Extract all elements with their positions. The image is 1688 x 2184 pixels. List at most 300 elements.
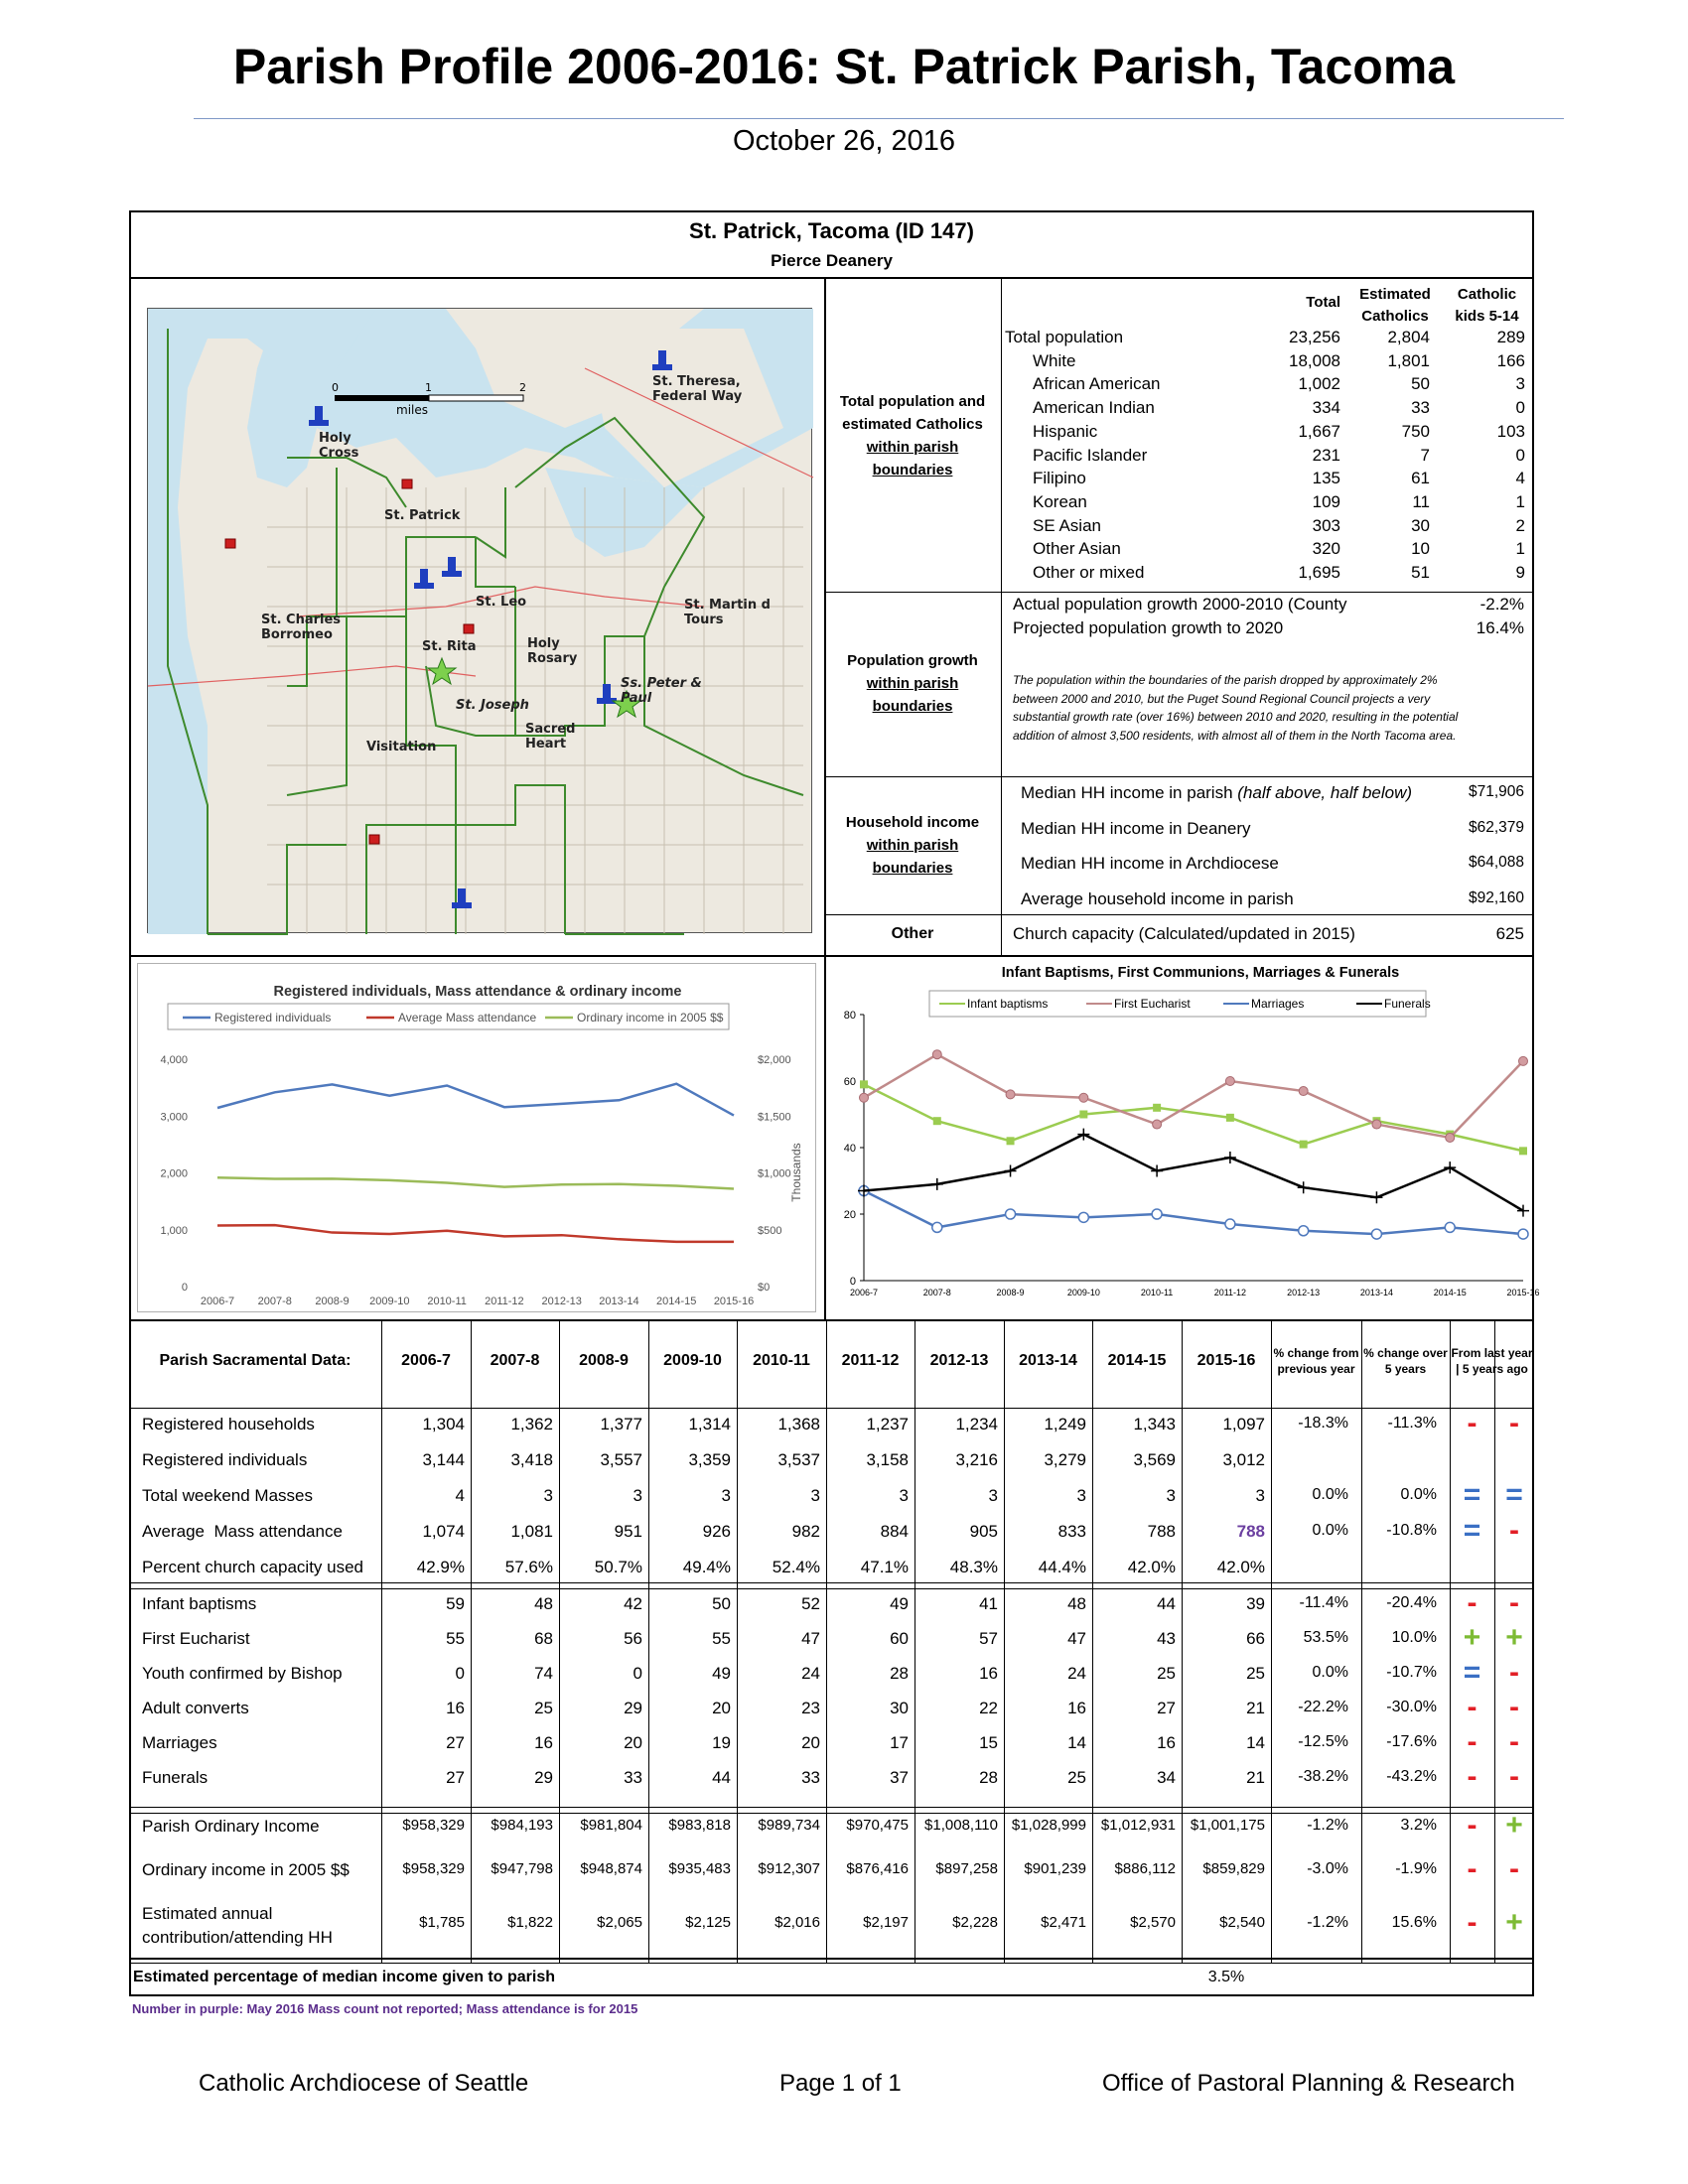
population-row-catholics: 30 [1411, 515, 1430, 535]
x-tick: 2008-9 [315, 1296, 350, 1307]
map-label-ss-peter-paul [621, 676, 702, 706]
population-row-label: Hispanic [1033, 421, 1098, 441]
table-row-label: Parish Ordinary Income [142, 1817, 320, 1836]
table-cell: 3,557 [600, 1450, 642, 1469]
legend-label: Ordinary income in 2005 $$ [577, 1011, 724, 1024]
table-cell: $912,307 [758, 1860, 820, 1877]
pct-change-5yr: -11.3% [1387, 1415, 1437, 1432]
population-row-total: 231 [1312, 445, 1340, 465]
pct-change-year: -11.4% [1299, 1594, 1348, 1611]
population-row-kids: 3 [1515, 374, 1525, 394]
trend-flat-icon: = [1463, 1656, 1481, 1689]
trend-up-icon: + [1505, 1809, 1523, 1842]
data-point [1006, 1090, 1015, 1099]
table-cell: 68 [534, 1629, 553, 1648]
median-pct-value: 3.5% [1207, 1969, 1245, 1985]
legend-label: Infant baptisms [967, 997, 1049, 1011]
population-row-catholics: 51 [1411, 563, 1430, 582]
table-cell: 1,074 [422, 1522, 465, 1541]
population-row-kids: 166 [1496, 350, 1525, 370]
rule [824, 776, 1534, 777]
trend-down-icon: - [1467, 1691, 1477, 1723]
table-cell: 42.0% [1127, 1558, 1176, 1576]
population-row-kids: 4 [1515, 469, 1525, 488]
table-cell: 66 [1246, 1629, 1265, 1648]
data-point [1152, 1209, 1162, 1219]
table-cell: 21 [1246, 1768, 1265, 1787]
parish-boundary-map [147, 308, 812, 933]
population-row-kids: 1 [1515, 491, 1525, 511]
side-label-line: within parish [866, 439, 959, 456]
x-tick: 2012-13 [1287, 1288, 1321, 1297]
population-row-label: American Indian [1033, 398, 1155, 418]
table-cell: 17 [890, 1733, 909, 1752]
income-row-label [1021, 854, 1279, 874]
side-label-line: Total population and [839, 393, 986, 410]
table-cell: 1,081 [510, 1522, 553, 1541]
x-tick: 2006-7 [849, 1288, 879, 1297]
table-cell: 33 [624, 1768, 642, 1787]
table-cell: 905 [969, 1522, 998, 1541]
trend-down-icon: - [1509, 1656, 1519, 1689]
table-cell: 44 [712, 1768, 731, 1787]
church-capacity-value: 625 [1495, 924, 1524, 943]
data-point [1299, 1226, 1309, 1236]
x-tick: 2015-16 [713, 1296, 755, 1307]
table-cell: 42.9% [416, 1558, 465, 1576]
table-cell: $983,818 [668, 1817, 731, 1834]
table-year-header: 2012-13 [929, 1352, 989, 1369]
table-cell: 1,234 [955, 1415, 998, 1433]
table-cell: 50.7% [594, 1558, 642, 1576]
rule [824, 914, 1534, 915]
table-cell: 16 [534, 1733, 553, 1752]
data-point [1006, 1209, 1016, 1219]
population-row-kids: 1 [1515, 539, 1525, 559]
table-cell: 3 [1076, 1486, 1086, 1505]
table-row-label: First Eucharist [142, 1629, 250, 1648]
table-cell: 24 [801, 1664, 820, 1683]
population-row-total: 18,008 [1289, 350, 1340, 370]
pct-change-5yr: 0.0% [1400, 1486, 1437, 1503]
table-year-header: 2013-14 [1019, 1352, 1077, 1369]
map-label-text: St. Rita [422, 639, 477, 654]
pct-header-line: % change over [1363, 1346, 1448, 1360]
table-cell: $1,001,175 [1190, 1817, 1265, 1834]
table-year-header: 2008-9 [579, 1352, 629, 1369]
table-rule [129, 1813, 1534, 1814]
table-cell: 41 [979, 1594, 998, 1613]
income-label-text: Median HH income in Archdiocese [1021, 854, 1279, 874]
x-tick: 2009-10 [1066, 1288, 1100, 1297]
data-point [858, 1185, 870, 1197]
growth-side-label [824, 649, 1001, 718]
table-cell: 19 [712, 1733, 731, 1752]
trend-down-icon: - [1509, 1760, 1519, 1793]
table-cell: 3 [1255, 1486, 1265, 1505]
trend-flat-icon: = [1505, 1478, 1523, 1511]
table-cell: 3,144 [422, 1450, 465, 1469]
table-cell: $2,228 [952, 1914, 998, 1931]
data-point [1444, 1161, 1456, 1173]
table-cell: $1,028,999 [1011, 1817, 1086, 1834]
x-tick: 2012-13 [541, 1296, 582, 1307]
population-row-total: 320 [1312, 539, 1340, 559]
data-point [1298, 1181, 1310, 1193]
pct-header-line: previous year [1277, 1362, 1355, 1376]
table-row-label: Ordinary income in 2005 $$ [142, 1860, 350, 1879]
series-line [217, 1177, 734, 1188]
growth-note-line: between 2000 and 2010, but the Puget Sound Regional Council projects a very [1013, 691, 1431, 706]
data-point [1079, 1093, 1088, 1102]
side-label-line: boundaries [872, 698, 953, 715]
table-cell: 951 [614, 1522, 642, 1541]
table-cell: 47.1% [860, 1558, 909, 1576]
table-pct-header [1271, 1345, 1361, 1377]
table-row-label: Funerals [142, 1768, 209, 1787]
table-cell: 1,237 [866, 1415, 909, 1433]
x-tick: 2009-10 [369, 1296, 410, 1307]
table-cell: $1,785 [419, 1914, 465, 1931]
table-cell: 39 [1246, 1594, 1265, 1613]
pct-change-year: -22.2% [1298, 1699, 1348, 1715]
income-row-label [1021, 889, 1294, 909]
table-cell: 49.4% [682, 1558, 731, 1576]
legend-label: Registered individuals [214, 1011, 332, 1024]
footer-organization: Catholic Archdiocese of Seattle [199, 2070, 529, 2097]
table-year-header: 2010-11 [753, 1352, 810, 1369]
school-markers [225, 479, 474, 844]
report-date: October 26, 2016 [732, 125, 956, 157]
population-row-catholics: 2,804 [1387, 328, 1430, 346]
table-cell: $2,016 [774, 1914, 820, 1931]
table-cell: 44.4% [1038, 1558, 1086, 1576]
table-cell: 25 [1157, 1664, 1176, 1683]
pct-change-5yr: -1.9% [1395, 1860, 1437, 1877]
scale-tick: 1 [425, 381, 432, 394]
table-cell: 20 [624, 1733, 642, 1752]
population-row-label: Total population [1005, 328, 1124, 346]
pct-change-year: 0.0% [1312, 1522, 1348, 1539]
series-line [864, 1084, 1523, 1151]
table-cell: 3 [633, 1486, 642, 1505]
table-rule [129, 1807, 1534, 1808]
table-cell: $989,734 [758, 1817, 820, 1834]
pct-header-line: % change from [1273, 1346, 1359, 1360]
y-tick: 0 [849, 1276, 856, 1288]
chart-title: Registered individuals, Mass attendance & ordinary income [273, 984, 682, 1000]
trend-down-icon: - [1467, 1407, 1477, 1439]
table-cell: 1,249 [1044, 1415, 1086, 1433]
map-label-holy-rosary [527, 636, 577, 666]
page-title: Parish Profile 2006-2016: St. Patrick Parish, Tacoma [232, 39, 1456, 94]
table-cell: 884 [880, 1522, 909, 1541]
data-point [932, 1050, 941, 1059]
income-row-value: $71,906 [1468, 783, 1524, 800]
table-cell: $970,475 [846, 1817, 909, 1834]
growth-note [1013, 671, 1458, 745]
table-row-label: Total weekend Masses [142, 1486, 313, 1505]
table-cell: 3 [721, 1486, 731, 1505]
y-tick: 40 [843, 1143, 856, 1155]
series-line [217, 1225, 734, 1242]
table-row-label: Percent church capacity used [142, 1558, 364, 1576]
table-cell: $2,125 [685, 1914, 731, 1931]
growth-projected-label: Projected population growth to 2020 [1013, 618, 1284, 637]
population-row-kids: 289 [1496, 328, 1525, 346]
table-cell: 44 [1157, 1594, 1176, 1613]
table-cell: $935,483 [668, 1860, 731, 1877]
table-cell: 57.6% [504, 1558, 553, 1576]
series-line [864, 1135, 1523, 1211]
income-row-value: $62,379 [1468, 818, 1524, 836]
table-year-header: 2014-15 [1107, 1352, 1167, 1369]
data-point [1153, 1104, 1161, 1112]
table-year-header: 2015-16 [1196, 1352, 1256, 1369]
map-label-text: St. Joseph [456, 698, 529, 713]
rule [1001, 277, 1002, 955]
series-line [217, 1084, 734, 1116]
data-point [1518, 1229, 1528, 1239]
population-row-kids: 2 [1515, 515, 1525, 535]
table-cell: 30 [890, 1699, 909, 1717]
table-cell: 15 [979, 1733, 998, 1752]
income-label-text: Median HH income in parish [1021, 783, 1233, 802]
footnote: Number in purple: May 2016 Mass count not reported; Mass attendance is for 2015 [132, 2001, 638, 2016]
trend-down-icon: - [1467, 1906, 1477, 1939]
table-cell: 0 [455, 1664, 465, 1683]
trend-down-icon: - [1467, 1586, 1477, 1619]
table-cell: 43 [1157, 1629, 1176, 1648]
rule [129, 277, 1534, 279]
data-point [1372, 1120, 1381, 1129]
y-left-tick: 4,000 [160, 1054, 188, 1066]
table-cell: $958,329 [402, 1817, 465, 1834]
pct-change-5yr: 15.6% [1391, 1914, 1437, 1931]
population-row-total: 135 [1312, 469, 1340, 488]
x-tick: 2013-14 [1359, 1288, 1393, 1297]
income-label-text: Average household income in parish [1021, 889, 1294, 909]
pct-header-line: | 5 years ago [1456, 1362, 1528, 1376]
table-cell: 48 [534, 1594, 553, 1613]
data-point [1079, 1111, 1087, 1119]
table-cell: 27 [446, 1768, 465, 1787]
map-label-text: Ss. Peter & Paul [621, 676, 702, 706]
table-cell: 3,279 [1044, 1450, 1086, 1469]
growth-actual-label: Actual population growth 2000-2010 (County [1013, 595, 1347, 614]
pct-change-year: 53.5% [1303, 1629, 1348, 1646]
chart-left-svg [138, 964, 817, 1313]
data-point [1371, 1229, 1381, 1239]
y-right-tick: $1,500 [758, 1111, 791, 1124]
side-label-line: boundaries [872, 860, 953, 877]
pct-change-5yr: -10.8% [1386, 1522, 1437, 1539]
population-row-label: Other or mixed [1033, 563, 1145, 582]
pct-header-line: 5 years [1384, 1362, 1427, 1376]
pct-change-5yr: -43.2% [1386, 1768, 1437, 1785]
data-point [1007, 1137, 1015, 1145]
pct-change-5yr: -30.0% [1386, 1699, 1437, 1715]
population-row-total: 109 [1312, 491, 1340, 511]
trend-down-icon: - [1509, 1725, 1519, 1758]
map-label-st-rita [422, 639, 477, 654]
table-cell: 16 [446, 1699, 465, 1717]
map-label-st-leo [476, 595, 526, 610]
rule [129, 1319, 1534, 1321]
side-label-line: boundaries [872, 462, 953, 478]
data-point [1517, 1205, 1529, 1217]
table-row-label: Estimated annual contribution/attending HH [142, 1904, 333, 1947]
trend-flat-icon: = [1463, 1478, 1481, 1511]
footer-page-number: Page 1 of 1 [779, 2070, 902, 2097]
population-row-label: Filipino [1033, 469, 1086, 488]
pct-change-year: -18.3% [1298, 1415, 1348, 1432]
population-row-total: 1,002 [1298, 374, 1340, 394]
table-cell: $886,112 [1114, 1860, 1176, 1877]
table-cell: 33 [801, 1768, 820, 1787]
map-label-text: St. Theresa, Federal Way [652, 374, 743, 404]
other-side-label: Other [891, 925, 934, 942]
table-cell: 50 [712, 1594, 731, 1613]
table-rule [129, 1588, 1534, 1589]
income-row-label [1021, 783, 1412, 803]
data-point [931, 1178, 943, 1190]
table-cell: 22 [979, 1699, 998, 1717]
chart-right-svg [828, 959, 1540, 1316]
table-cell: 25 [1246, 1664, 1265, 1683]
trend-up-icon: + [1505, 1906, 1523, 1939]
table-cell: 3,418 [510, 1450, 553, 1469]
x-tick: 2015-16 [1506, 1288, 1540, 1297]
chart-sacraments [828, 959, 1540, 1316]
table-cell: 25 [1067, 1768, 1086, 1787]
data-point [1151, 1164, 1163, 1176]
table-cell: 3,012 [1222, 1450, 1265, 1469]
income-row-value: $92,160 [1468, 889, 1524, 907]
chart-title: Infant Baptisms, First Communions, Marriages & Funerals [1001, 965, 1400, 981]
side-label-line: estimated Catholics [842, 416, 983, 433]
table-cell: 16 [1157, 1733, 1176, 1752]
table-cell: $901,239 [1024, 1860, 1086, 1877]
legend-label: First Eucharist [1114, 997, 1191, 1011]
data-point [933, 1117, 941, 1125]
table-cell: 74 [534, 1664, 553, 1683]
table-cell: 16 [979, 1664, 998, 1683]
side-label-line: within parish [866, 837, 959, 854]
trend-down-icon: - [1467, 1760, 1477, 1793]
growth-note-line: addition of almost 3,500 residents, with almost all of them in the North Tacoma area. [1013, 728, 1457, 743]
table-rule [129, 1958, 1534, 1960]
map-label-st-theresa [652, 374, 742, 404]
y-tick: 20 [843, 1209, 856, 1221]
population-row-kids: 103 [1496, 421, 1525, 441]
table-pct-header [1450, 1345, 1534, 1377]
table-row-label: Youth confirmed by Bishop [142, 1664, 343, 1683]
map-label-st-patrick [384, 508, 460, 523]
trend-down-icon: - [1509, 1514, 1519, 1547]
table-cell: 20 [801, 1733, 820, 1752]
legend-label: Average Mass attendance [398, 1011, 537, 1024]
table-cell: 55 [712, 1629, 731, 1648]
table-cell: 3 [810, 1486, 820, 1505]
trend-down-icon: - [1509, 1852, 1519, 1885]
table-cell: 28 [890, 1664, 909, 1683]
data-point [1299, 1087, 1308, 1096]
pct-change-year: -3.0% [1307, 1860, 1348, 1877]
table-row-label: Marriages [142, 1733, 217, 1752]
table-cell: $1,008,110 [924, 1817, 998, 1834]
trend-down-icon: - [1509, 1586, 1519, 1619]
y-left-tick: 0 [181, 1282, 188, 1294]
trend-flat-icon: = [1463, 1514, 1481, 1547]
population-row-kids: 0 [1515, 398, 1525, 418]
footer-office: Office of Pastoral Planning & Research [1102, 2070, 1515, 2097]
map-label-sacred-heart [525, 722, 575, 751]
table-row-label: Adult converts [142, 1699, 249, 1717]
population-side-label [824, 390, 1001, 481]
data-point [1005, 1164, 1017, 1176]
population-row-kids: 0 [1515, 445, 1525, 465]
scale-tick: 0 [332, 381, 339, 394]
x-tick: 2007-8 [257, 1296, 292, 1307]
trend-down-icon: - [1509, 1691, 1519, 1723]
pct-change-year: 0.0% [1312, 1486, 1348, 1503]
rule [129, 955, 1534, 957]
pct-change-year: -12.5% [1298, 1733, 1348, 1750]
table-cell: 0 [633, 1664, 642, 1683]
table-cell: 1,377 [600, 1415, 642, 1433]
table-cell: 16 [1067, 1699, 1086, 1717]
table-year-header: 2006-7 [401, 1352, 451, 1369]
x-tick: 2011-12 [1213, 1288, 1247, 1297]
data-point [1077, 1129, 1089, 1141]
x-tick: 2010-11 [1140, 1288, 1174, 1297]
map-label-text: St. Martin d Tours [684, 598, 771, 627]
table-cell: 52.4% [772, 1558, 820, 1576]
map-label-st-charles [261, 613, 341, 642]
population-row-total: 334 [1312, 398, 1340, 418]
table-cell: 25 [534, 1699, 553, 1717]
income-label-note: (half above, half below) [1237, 783, 1413, 802]
population-row-kids: 9 [1515, 563, 1525, 582]
table-year-header: 2011-12 [841, 1352, 900, 1369]
population-row-catholics: 1,801 [1387, 350, 1430, 370]
x-tick: 2008-9 [996, 1288, 1025, 1297]
trend-up-icon: + [1505, 1621, 1523, 1654]
col-header-total: Total [1306, 294, 1340, 311]
table-cell: 3,569 [1133, 1450, 1176, 1469]
table-cell: 49 [890, 1594, 909, 1613]
growth-note-line: The population within the boundaries of the parish dropped by approximately 2% [1013, 673, 1438, 687]
data-point [1519, 1147, 1527, 1155]
map-label-text: St. Charles Borromeo [261, 613, 342, 642]
trend-up-icon: + [1463, 1621, 1481, 1654]
series-line [864, 1191, 1523, 1235]
chart-registered-attendance-income [137, 963, 816, 1312]
table-cell: $948,874 [580, 1860, 642, 1877]
table-cell: $2,065 [597, 1914, 642, 1931]
table-cell: 37 [890, 1768, 909, 1787]
y-right-tick: $2,000 [758, 1054, 791, 1066]
map-label-text: Sacred Heart [525, 722, 576, 751]
table-cell: 49 [712, 1664, 731, 1683]
col-header-line: Catholic [1457, 286, 1517, 303]
y-left-tick: 2,000 [160, 1167, 188, 1180]
table-rule [129, 1408, 1534, 1409]
table-cell: 60 [890, 1629, 909, 1648]
pct-change-year: -1.2% [1307, 1817, 1348, 1834]
table-cell: 27 [1157, 1699, 1176, 1717]
